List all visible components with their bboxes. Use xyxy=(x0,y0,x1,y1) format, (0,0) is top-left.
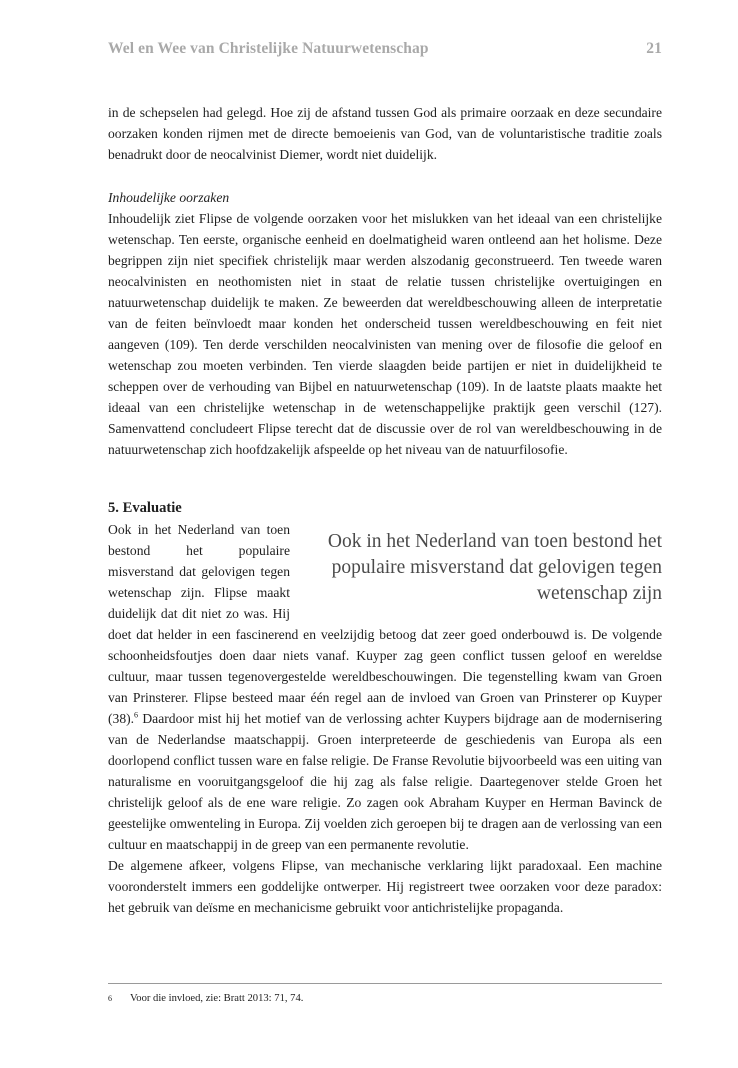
paragraph: Inhoudelijk ziet Flipse de volgende oorzaken voor het mislukken van het ideaal van een christelijke wetenschap. Ten eerste, organische eenheid en doelmatigheid waren ontleend aan het holisme. Deze begrippen zijn niet specifiek christelijk maar werden alszodanig geconstrueerd. Ten tweede waren neocalvinisten en neothomisten niet in staat de relatie tussen christelijke overtuigingen en natuurwetenschap duidelijk te maken. Ze beweerden dat wereldbeschouwing alleen de interpretatie van de feiten beïnvloedt maar konden het onderscheid tussen wereldbeschouwing en feit niet aangeven (109). Ten derde verschilden neocalvinisten van mening over de filosofie die geloof en wetenschap zou moeten verbinden. Ten vierde slaagden beide partijen er niet in duidelijkheid te scheppen over de verhouding van Bijbel en natuurwetenschap (109). In de laatste plaats maakte het ideaal van een christelijke wetenschap in de wetenschappelijke praktijk geen verschil (127). Samenvattend concludeert Flipse terecht dat de discussie over de rol van wereldbeschouwing in de natuurwetenschap zich hoofdzakelijk afspeelde op het niveau van de natuurfilosofie. xyxy=(108,211,662,457)
running-title: Wel en Wee van Christelijke Natuurwetenschap xyxy=(108,40,429,57)
pull-quote: Ook in het Nederland van toen bestond het populaire misverstand dat gelovigen tegen wetenschap zijn xyxy=(327,531,662,604)
footnote-text: Voor die invloed, zie: Bratt 2013: 71, 74. xyxy=(130,993,304,1004)
footnote-reference[interactable]: 6 xyxy=(134,710,139,720)
running-header xyxy=(108,40,662,62)
paragraph: De algemene afkeer, volgens Flipse, van mechanische verklaring lijkt paradoxaal. Een machine vooronderstelt immers een goddelijke ontwerper. Hij registreert twee oorzaken voor deze paradox: het gebruik van deïsme en mechanicisme gebruikt voor antichristelijke propaganda. xyxy=(108,858,662,915)
section-continuation xyxy=(108,102,662,165)
section-evaluatie xyxy=(108,498,662,918)
footnote-divider xyxy=(108,983,662,984)
page-number: 21 xyxy=(646,40,662,57)
subheading: Inhoudelijke oorzaken xyxy=(108,190,230,205)
paragraph-text: Daardoor mist hij het motief van de verlossing achter Kuypers bijdrage aan de modernisering van de Nederlandse maatschappij. Groen interpreteerde de geschiedenis van Europa als een doorlopend conflict tussen ware en false religie. De Franse Revolutie bijvoorbeeld was een uiting van naturalisme en vooruitgangsgeloof die hij zag als false religie. Daartegenover stelde Groen het christelijk geloof als de ene ware religie. Zo zagen ook Abraham Kuyper en Herman Bavinck de geestelijke omwenteling in Europa. Zij voelden zich geroepen bij te dragen aan de verlossing van een cultuur en maatschappij in de greep van een permanente revolutie. xyxy=(108,711,662,852)
section-heading: 5. Evaluatie xyxy=(108,500,182,516)
footnote xyxy=(108,992,662,1006)
footnote-mark: 6 xyxy=(108,994,112,1003)
paragraph-text: Ook in het Nederland van toen bestond het populaire misverstand dat gelovigen tegen wetenschap zijn. Flipse maakt duidelijk dat dit niet zo was. Hij doet dat helder in een fascinerend en veelzijdig betoog dat zeer goed onderbouwd is. De volgende schoonheidsfoutjes doen daar niets vanaf. Kuyper zag geen conflict tussen geloof en wereldse cultuur, maar tussen tegenovergestelde wereldbeschouwingen. Die tegenstelling kwam van Groen van Prinsterer. Flipse besteed maar één regel aan de invloed van Groen van Prinsterer op Kuyper (38). xyxy=(108,522,662,726)
paragraph: in de schepselen had gelegd. Hoe zij de afstand tussen God als primaire oorzaak en deze secundaire oorzaken konden rijmen met de directe bemoeienis van God, van de voluntaristische traditie zoals benadrukt door de neocalvinist Diemer, wordt niet duidelijk. xyxy=(108,105,662,162)
section-inhoudelijke-oorzaken xyxy=(108,187,662,460)
